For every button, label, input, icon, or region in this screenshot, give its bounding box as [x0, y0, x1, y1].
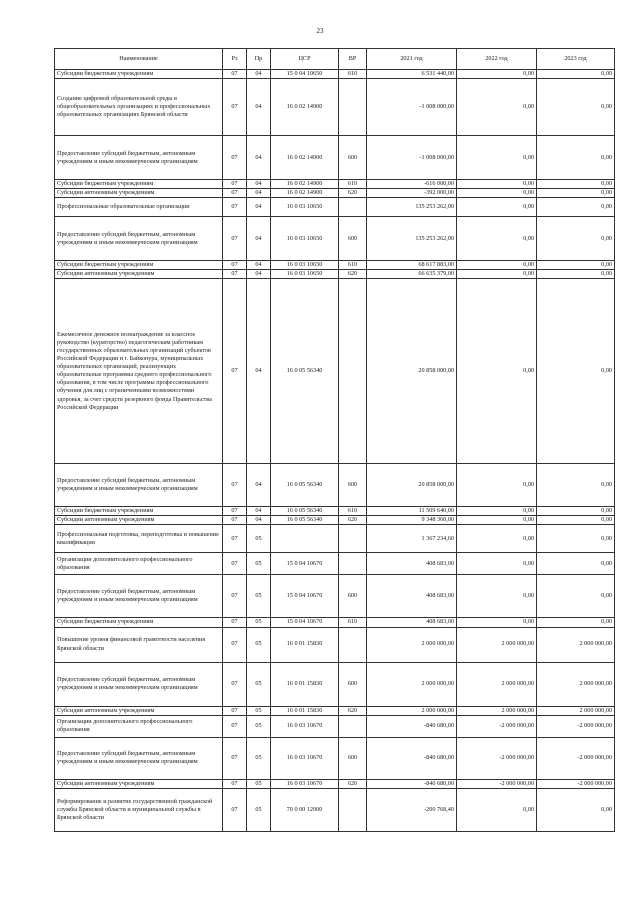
- cell-pr: 04: [247, 516, 271, 525]
- cell-vr: 610: [339, 70, 367, 79]
- cell-y2023: 0,00: [537, 618, 615, 627]
- cell-y2022: 0,00: [457, 198, 537, 217]
- cell-name: Субсидии автономным учреждениям: [55, 189, 223, 198]
- cell-csr: 16 0 03 10670: [271, 737, 339, 779]
- cell-rz: 07: [223, 198, 247, 217]
- cell-name: Предоставление субсидий бюджетным, автономным учреждениям и иным некоммерческим организациям: [55, 575, 223, 618]
- cell-vr: [339, 279, 367, 464]
- cell-pr: 04: [247, 198, 271, 217]
- table-row: [55, 737, 615, 779]
- cell-y2022: 0,00: [457, 507, 537, 516]
- cell-y2021: -1 008 000,00: [367, 136, 457, 180]
- table-row: [55, 662, 615, 706]
- table-row: [55, 136, 615, 180]
- cell-vr: [339, 788, 367, 831]
- cell-pr: 04: [247, 79, 271, 136]
- cell-csr: 16 0 02 14900: [271, 79, 339, 136]
- cell-name: Организации дополнительного профессионального образования: [55, 715, 223, 737]
- cell-vr: [339, 525, 367, 553]
- cell-y2021: 408 683,00: [367, 553, 457, 575]
- cell-y2023: 2 000 000,00: [537, 706, 615, 715]
- cell-vr: 600: [339, 662, 367, 706]
- cell-name: Профессиональная подготовка, переподготовка и повышение квалификации: [55, 525, 223, 553]
- cell-y2023: 0,00: [537, 553, 615, 575]
- cell-rz: 07: [223, 706, 247, 715]
- cell-rz: 07: [223, 70, 247, 79]
- cell-y2022: 0,00: [457, 79, 537, 136]
- table-body: [55, 70, 615, 832]
- page-number: 23: [316, 27, 324, 35]
- cell-pr: 05: [247, 737, 271, 779]
- cell-csr: 16 0 03 10650: [271, 198, 339, 217]
- cell-rz: 07: [223, 553, 247, 575]
- cell-csr: 16 0 03 10650: [271, 261, 339, 270]
- cell-rz: 07: [223, 279, 247, 464]
- cell-pr: 04: [247, 180, 271, 189]
- cell-pr: 04: [247, 270, 271, 279]
- cell-y2021: 9 348 360,00: [367, 516, 457, 525]
- cell-pr: 04: [247, 136, 271, 180]
- cell-y2021: 66 635 379,00: [367, 270, 457, 279]
- cell-pr: 05: [247, 618, 271, 627]
- cell-vr: 620: [339, 189, 367, 198]
- cell-y2023: 0,00: [537, 507, 615, 516]
- cell-y2021: 408 683,00: [367, 618, 457, 627]
- cell-y2021: -392 000,00: [367, 189, 457, 198]
- cell-y2021: -840 680,00: [367, 737, 457, 779]
- cell-rz: 07: [223, 270, 247, 279]
- cell-rz: 07: [223, 464, 247, 507]
- table-row: [55, 180, 615, 189]
- cell-y2021: 408 683,00: [367, 575, 457, 618]
- cell-y2022: 0,00: [457, 788, 537, 831]
- cell-y2022: 0,00: [457, 180, 537, 189]
- cell-name: Реформирование и развитие государственной гражданской службы Брянской области и муниципальной службы в Брянской области: [55, 788, 223, 831]
- cell-pr: 04: [247, 217, 271, 261]
- cell-csr: 16 0 03 10670: [271, 715, 339, 737]
- table-row: [55, 189, 615, 198]
- cell-name: Субсидии автономным учреждениям: [55, 516, 223, 525]
- cell-name: Организации дополнительного профессионального образования: [55, 553, 223, 575]
- table-row: [55, 516, 615, 525]
- cell-y2023: 0,00: [537, 575, 615, 618]
- cell-y2022: 0,00: [457, 279, 537, 464]
- cell-csr: 16 0 01 15830: [271, 662, 339, 706]
- cell-y2023: 0,00: [537, 189, 615, 198]
- cell-y2023: -2 000 000,00: [537, 779, 615, 788]
- cell-pr: 05: [247, 553, 271, 575]
- cell-vr: 620: [339, 779, 367, 788]
- cell-pr: 05: [247, 525, 271, 553]
- cell-rz: 07: [223, 217, 247, 261]
- cell-pr: 04: [247, 189, 271, 198]
- cell-y2022: 0,00: [457, 70, 537, 79]
- cell-pr: 04: [247, 261, 271, 270]
- cell-y2023: 0,00: [537, 70, 615, 79]
- cell-y2023: 0,00: [537, 525, 615, 553]
- cell-csr: 16 0 05 56340: [271, 516, 339, 525]
- cell-vr: [339, 715, 367, 737]
- cell-pr: 05: [247, 788, 271, 831]
- cell-y2023: 0,00: [537, 464, 615, 507]
- table-row: [55, 261, 615, 270]
- cell-y2021: 20 858 000,00: [367, 464, 457, 507]
- cell-name: Предоставление субсидий бюджетным, автономным учреждениям и иным некоммерческим организациям: [55, 217, 223, 261]
- cell-rz: 07: [223, 575, 247, 618]
- cell-csr: 16 0 01 15830: [271, 706, 339, 715]
- cell-y2022: 0,00: [457, 217, 537, 261]
- cell-rz: 07: [223, 525, 247, 553]
- cell-y2021: 2 000 000,00: [367, 627, 457, 662]
- cell-y2022: 0,00: [457, 516, 537, 525]
- cell-csr: 16 0 02 14900: [271, 180, 339, 189]
- cell-y2022: 2 000 000,00: [457, 662, 537, 706]
- cell-name: Субсидии автономным учреждениям: [55, 706, 223, 715]
- table-row: [55, 706, 615, 715]
- cell-rz: 07: [223, 189, 247, 198]
- cell-y2022: 0,00: [457, 553, 537, 575]
- cell-rz: 07: [223, 261, 247, 270]
- cell-name: Субсидии бюджетным учреждениям: [55, 261, 223, 270]
- header-name: Наименование: [55, 49, 223, 70]
- cell-y2023: 2 000 000,00: [537, 627, 615, 662]
- cell-vr: [339, 198, 367, 217]
- cell-csr: 15 0 04 10670: [271, 618, 339, 627]
- cell-y2022: 0,00: [457, 136, 537, 180]
- cell-y2023: 0,00: [537, 788, 615, 831]
- cell-csr: 16 0 03 10650: [271, 217, 339, 261]
- cell-y2023: -2 000 000,00: [537, 737, 615, 779]
- cell-vr: 600: [339, 464, 367, 507]
- table-row: [55, 779, 615, 788]
- cell-y2021: -1 008 000,00: [367, 79, 457, 136]
- cell-csr: 15 0 04 10650: [271, 70, 339, 79]
- cell-vr: 610: [339, 180, 367, 189]
- cell-y2021: 68 617 883,00: [367, 261, 457, 270]
- cell-rz: 07: [223, 79, 247, 136]
- cell-vr: 600: [339, 575, 367, 618]
- cell-csr: 16 0 05 56340: [271, 279, 339, 464]
- cell-rz: 07: [223, 627, 247, 662]
- cell-vr: 610: [339, 618, 367, 627]
- cell-rz: 07: [223, 737, 247, 779]
- cell-y2021: 2 000 000,00: [367, 706, 457, 715]
- cell-vr: 610: [339, 261, 367, 270]
- table-row: [55, 70, 615, 79]
- cell-pr: 05: [247, 662, 271, 706]
- cell-y2022: 0,00: [457, 189, 537, 198]
- table-row: [55, 553, 615, 575]
- cell-rz: 07: [223, 618, 247, 627]
- cell-csr: 16 0 05 56340: [271, 507, 339, 516]
- cell-y2022: -2 000 000,00: [457, 737, 537, 779]
- cell-y2022: -2 000 000,00: [457, 779, 537, 788]
- cell-y2023: 0,00: [537, 270, 615, 279]
- budget-table: [54, 48, 615, 832]
- cell-y2021: -840 680,00: [367, 779, 457, 788]
- cell-csr: [271, 525, 339, 553]
- cell-y2022: 0,00: [457, 618, 537, 627]
- cell-y2023: 0,00: [537, 198, 615, 217]
- cell-y2021: -840 680,00: [367, 715, 457, 737]
- cell-y2021: -200 768,40: [367, 788, 457, 831]
- cell-rz: 07: [223, 662, 247, 706]
- cell-vr: 600: [339, 737, 367, 779]
- cell-pr: 05: [247, 706, 271, 715]
- cell-csr: 15 0 04 10670: [271, 575, 339, 618]
- cell-rz: 07: [223, 788, 247, 831]
- cell-y2022: -2 000 000,00: [457, 715, 537, 737]
- header-2022: 2022 год: [457, 49, 537, 70]
- cell-y2021: 135 253 262,00: [367, 217, 457, 261]
- cell-y2021: 1 367 234,60: [367, 525, 457, 553]
- cell-y2022: 0,00: [457, 575, 537, 618]
- cell-vr: [339, 553, 367, 575]
- cell-csr: 70 0 00 12000: [271, 788, 339, 831]
- table-row: [55, 575, 615, 618]
- cell-y2023: 0,00: [537, 136, 615, 180]
- cell-name: Субсидии бюджетным учреждениям: [55, 618, 223, 627]
- cell-vr: 620: [339, 516, 367, 525]
- cell-vr: 610: [339, 507, 367, 516]
- cell-rz: 07: [223, 779, 247, 788]
- cell-y2022: 0,00: [457, 464, 537, 507]
- cell-name: Субсидии бюджетным учреждениям: [55, 180, 223, 189]
- table-row: [55, 217, 615, 261]
- header-2021: 2021 год: [367, 49, 457, 70]
- cell-name: Создание цифровой образовательной среды в общеобразовательных организациях и профессиональных образовательных организациях Брянской области: [55, 79, 223, 136]
- cell-y2021: 11 509 640,00: [367, 507, 457, 516]
- cell-csr: 16 0 02 14900: [271, 136, 339, 180]
- cell-y2021: 135 253 262,00: [367, 198, 457, 217]
- cell-name: Предоставление субсидий бюджетным, автономным учреждениям и иным некоммерческим организациям: [55, 136, 223, 180]
- cell-rz: 07: [223, 516, 247, 525]
- cell-y2021: 6 531 440,00: [367, 70, 457, 79]
- cell-rz: 07: [223, 507, 247, 516]
- table-row: [55, 507, 615, 516]
- cell-vr: 600: [339, 217, 367, 261]
- cell-pr: 04: [247, 279, 271, 464]
- cell-y2023: 0,00: [537, 516, 615, 525]
- cell-pr: 04: [247, 70, 271, 79]
- header-pr: Пр: [247, 49, 271, 70]
- cell-vr: [339, 627, 367, 662]
- cell-y2023: 0,00: [537, 217, 615, 261]
- cell-name: Профессиональные образовательные организации: [55, 198, 223, 217]
- cell-name: Субсидии автономным учреждениям: [55, 779, 223, 788]
- table-row: [55, 627, 615, 662]
- cell-rz: 07: [223, 180, 247, 189]
- table-row: [55, 79, 615, 136]
- table-row: [55, 788, 615, 831]
- cell-y2023: -2 000 000,00: [537, 715, 615, 737]
- cell-name: Субсидии бюджетным учреждениям: [55, 70, 223, 79]
- cell-csr: 16 0 02 14900: [271, 189, 339, 198]
- header-vr: ВР: [339, 49, 367, 70]
- cell-y2022: 0,00: [457, 270, 537, 279]
- cell-y2023: 0,00: [537, 180, 615, 189]
- cell-name: Субсидии автономным учреждениям: [55, 270, 223, 279]
- cell-vr: 620: [339, 270, 367, 279]
- table-row: [55, 715, 615, 737]
- cell-rz: 07: [223, 715, 247, 737]
- cell-y2023: 2 000 000,00: [537, 662, 615, 706]
- cell-y2023: 0,00: [537, 79, 615, 136]
- cell-name: Предоставление субсидий бюджетным, автономным учреждениям и иным некоммерческим организациям: [55, 737, 223, 779]
- table-header-row: [55, 49, 615, 70]
- table-row: [55, 270, 615, 279]
- cell-y2022: 0,00: [457, 261, 537, 270]
- cell-name: Предоставление субсидий бюджетным, автономным учреждениям и иным некоммерческим организациям: [55, 464, 223, 507]
- cell-y2022: 0,00: [457, 525, 537, 553]
- table-row: [55, 525, 615, 553]
- cell-pr: 05: [247, 715, 271, 737]
- cell-pr: 04: [247, 464, 271, 507]
- cell-y2021: 20 858 000,00: [367, 279, 457, 464]
- cell-rz: 07: [223, 136, 247, 180]
- header-rz: Рз: [223, 49, 247, 70]
- table-row: [55, 198, 615, 217]
- cell-y2023: 0,00: [537, 261, 615, 270]
- cell-csr: 16 0 03 10650: [271, 270, 339, 279]
- table-row: [55, 464, 615, 507]
- table-row: [55, 618, 615, 627]
- cell-name: Ежемесячное денежное вознаграждение за классное руководство (кураторство) педагогическим работникам государственных образовательных организаций субъектов Российской Федерации и г. Байконура, муниципальных образовательных организаций, реализующих образовательные программы среднего профессионального образования, в том числе программы профессионального обучения для лиц с ограниченными возможностями здоровья, за счет средств резервного фонда Правительства Российской Федерации: [55, 279, 223, 464]
- cell-name: Повышение уровня финансовой грамотности населения Брянской области: [55, 627, 223, 662]
- cell-pr: 05: [247, 627, 271, 662]
- cell-pr: 05: [247, 575, 271, 618]
- cell-csr: 16 0 05 56340: [271, 464, 339, 507]
- cell-vr: 620: [339, 706, 367, 715]
- cell-csr: 15 0 04 10670: [271, 553, 339, 575]
- cell-name: Субсидии бюджетным учреждениям: [55, 507, 223, 516]
- cell-pr: 04: [247, 507, 271, 516]
- cell-csr: 16 0 03 10670: [271, 779, 339, 788]
- cell-name: Предоставление субсидий бюджетным, автономным учреждениям и иным некоммерческим организациям: [55, 662, 223, 706]
- cell-y2023: 0,00: [537, 279, 615, 464]
- header-2023: 2023 год: [537, 49, 615, 70]
- header-csr: ЦСР: [271, 49, 339, 70]
- cell-y2021: 2 000 000,00: [367, 662, 457, 706]
- table-row: [55, 279, 615, 464]
- cell-y2022: 2 000 000,00: [457, 627, 537, 662]
- cell-y2021: -616 000,00: [367, 180, 457, 189]
- cell-vr: [339, 79, 367, 136]
- cell-y2022: 2 000 000,00: [457, 706, 537, 715]
- cell-pr: 05: [247, 779, 271, 788]
- cell-csr: 16 0 01 15830: [271, 627, 339, 662]
- cell-vr: 600: [339, 136, 367, 180]
